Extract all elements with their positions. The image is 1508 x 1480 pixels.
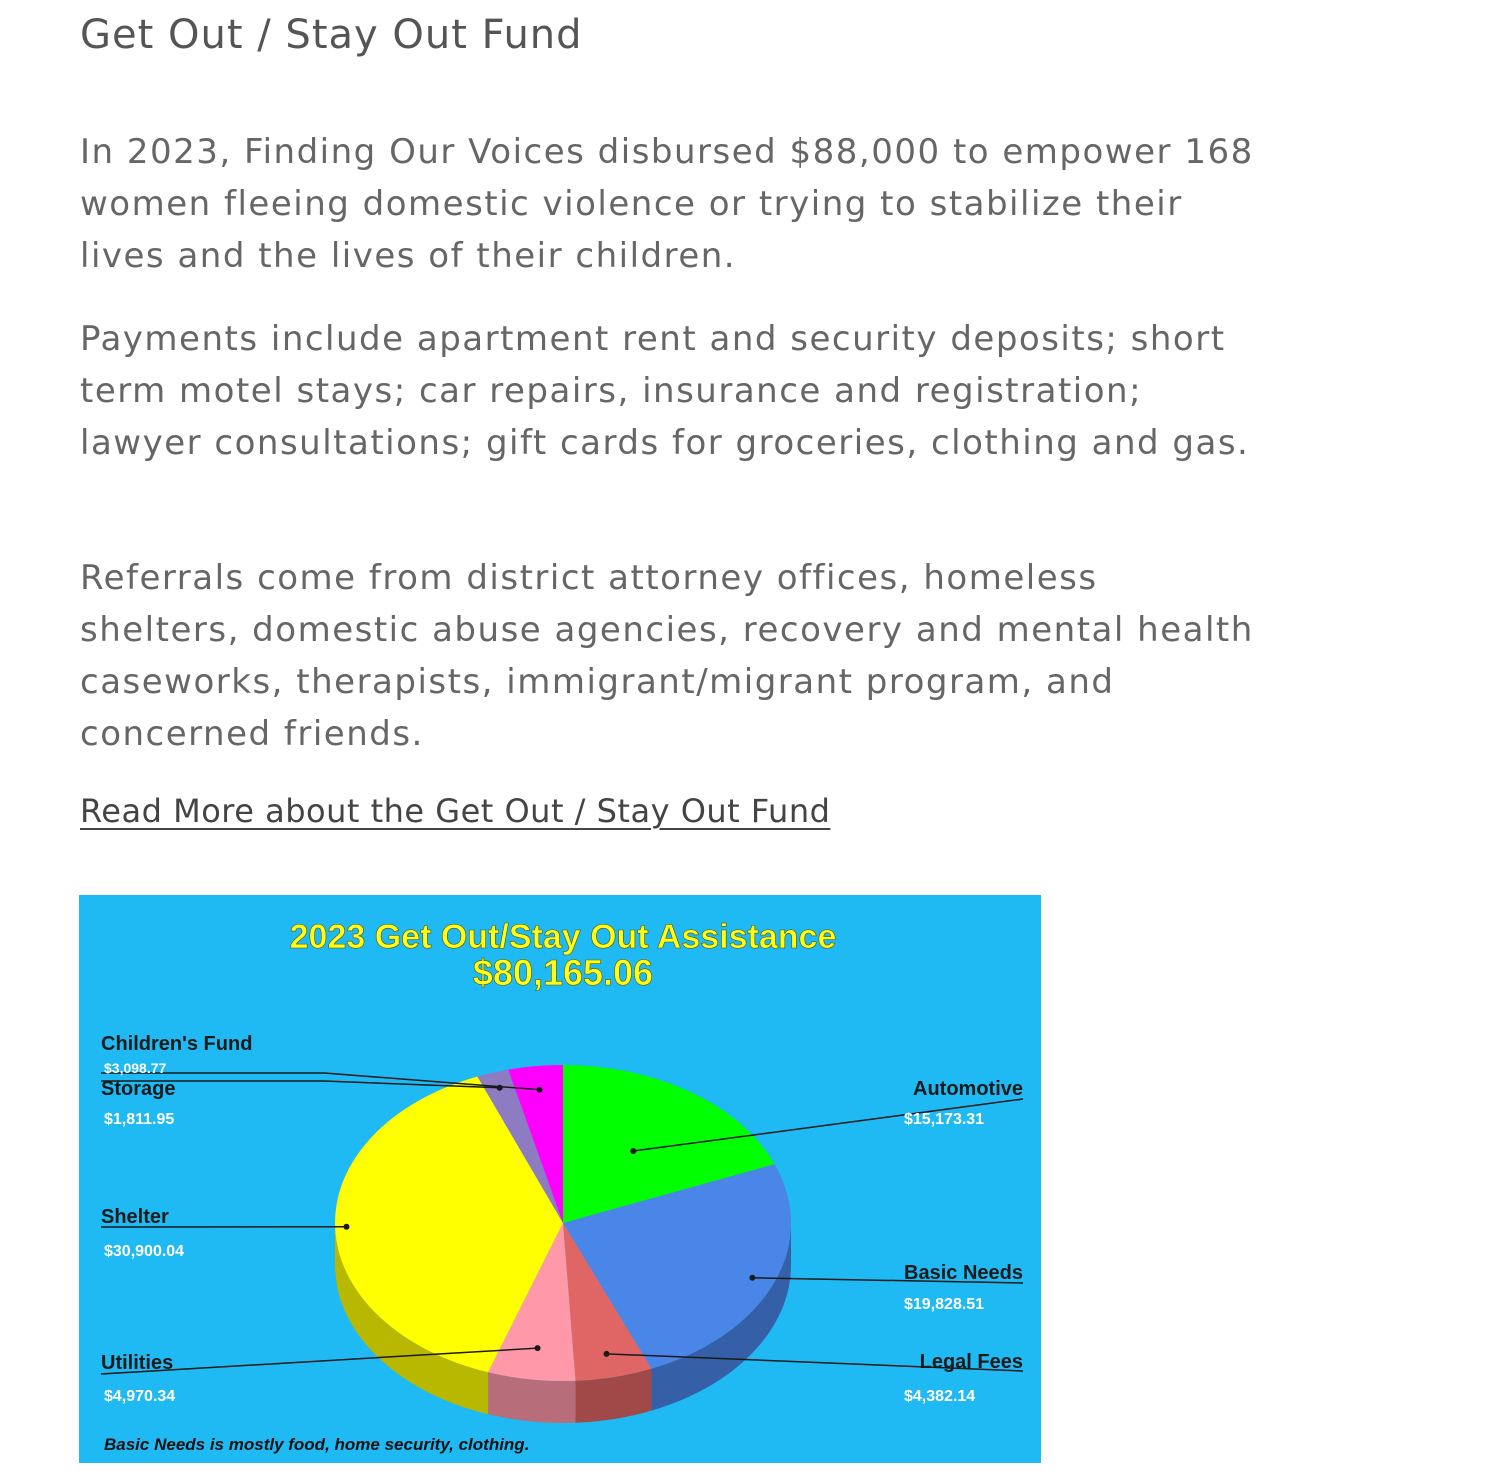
label-children-s-fund: Children's Fund xyxy=(101,1033,253,1055)
intro-paragraph: In 2023, Finding Our Voices disbursed $88,000 to empower 168 women fleeing domestic violence or trying to stabilize their lives and the lives of their children. xyxy=(80,132,1254,276)
value-basic-needs: $19,828.51 xyxy=(904,1296,985,1313)
page-title: Get Out / Stay Out Fund xyxy=(80,12,583,58)
value-legal-fees: $4,382.14 xyxy=(904,1388,976,1405)
value-storage: $1,811.95 xyxy=(104,1111,175,1128)
leader-dot-shelter xyxy=(343,1224,349,1230)
chart-footnote: Basic Needs is mostly food, home security, clothing. xyxy=(104,1435,530,1454)
leader-dot-automotive xyxy=(630,1148,636,1154)
value-utilities: $4,970.34 xyxy=(104,1388,176,1405)
leader-dot-utilities xyxy=(535,1345,541,1351)
payments-paragraph: Payments include apartment rent and security deposits; short term motel stays; car repairs, insurance and registration; lawyer consultations; gift cards for groceries, clothing and gas. xyxy=(80,319,1250,463)
value-shelter: $30,900.04 xyxy=(104,1243,185,1260)
assistance-pie-chart xyxy=(79,895,1041,1463)
label-storage: Storage xyxy=(101,1078,176,1100)
leader-dot-legal-fees xyxy=(604,1351,610,1357)
leader-dot-storage xyxy=(497,1085,503,1091)
label-automotive: Automotive xyxy=(913,1078,1023,1100)
referrals-paragraph: Referrals come from district attorney offices, homeless shelters, domestic abuse agencies, recovery and mental health caseworks, therapists, immigrant/migrant program, and concerned friends. xyxy=(80,558,1254,754)
chart-total: $80,165.06 xyxy=(472,952,654,993)
leader-dot-basic-needs xyxy=(749,1275,755,1281)
read-more-link[interactable]: Read More about the Get Out / Stay Out Fund xyxy=(80,792,831,830)
leader-dot-children-s-fund xyxy=(537,1087,543,1093)
label-basic-needs: Basic Needs xyxy=(904,1262,1023,1284)
value-automotive: $15,173.31 xyxy=(904,1111,985,1128)
pie-top-slices xyxy=(335,1065,791,1381)
label-utilities: Utilities xyxy=(101,1352,174,1374)
label-legal-fees: Legal Fees xyxy=(919,1351,1023,1373)
value-children-s-fund: $3,098.77 xyxy=(104,1060,167,1076)
chart-title: 2023 Get Out/Stay Out Assistance xyxy=(289,918,837,956)
pie-chart-svg xyxy=(79,895,1041,1463)
label-shelter: Shelter xyxy=(101,1206,169,1228)
